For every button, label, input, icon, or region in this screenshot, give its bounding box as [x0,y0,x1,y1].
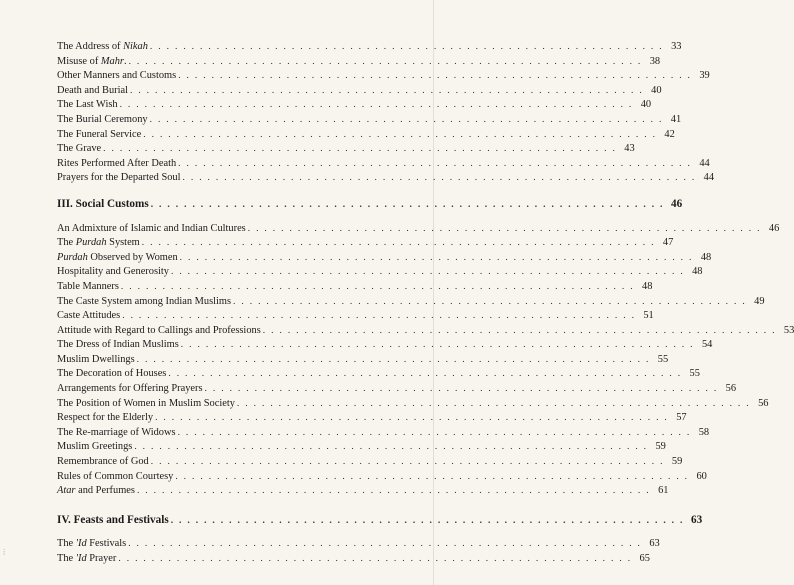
toc-entry [57,128,675,143]
toc-entry-page-number: 48 [692,266,703,278]
dot-leader: . . . . . . . . . . . . . . . . . . . . . . . . . . . . . . . . . . . . . . . . . . . . . . . . . . . . . . . . . . . . . . [128,56,643,67]
heading-gap [57,527,374,537]
toc-entry-title [57,324,261,339]
toc-entry-text: The Address of [57,41,124,52]
dot-leader: . . . . . . . . . . . . . . . . . . . . . . . . . . . . . . . . . . . . . . . . . . . . . . . . . . . . . . . . . . . . . . [119,100,634,111]
toc-entry-title [57,84,128,99]
toc-entry [57,353,669,368]
toc-entry-title [57,484,135,499]
toc-entry-page-number: 42 [664,128,675,140]
dot-leader: . . . . . . . . . . . . . . . . . . . . . . . . . . . . . . . . . . . . . . . . . . . . . . . . . . . . . . . . . . . . . . [236,398,751,409]
toc-entry-text-suffix: Festivals [86,538,127,550]
toc-entry [57,552,650,567]
dot-leader: . . . . . . . . . . . . . . . . . . . . . . . . . . . . . . . . . . . . . . . . . . . . . . . . . . . . . . . . . . . . . . [177,427,692,438]
toc-entry-page-number: 43 [624,143,635,155]
dot-leader: . . . . . . . . . . . . . . . . . . . . . . . . . . . . . . . . . . . . . . . . . . . . . . . . . . . . . . . . . . . . . . [170,515,685,526]
heading-gap [57,212,374,222]
toc-entry-text: Attitude with Regard to Callings and Professions [57,324,261,336]
toc-entry-title [57,537,126,552]
dot-leader: . . . . . . . . . . . . . . . . . . . . . . . . . . . . . . . . . . . . . . . . . . . . . . . . . . . . . . . . . . . . . . [150,199,665,210]
toc-entry-page-number: 44 [699,157,710,169]
toc-entry-page-number: 54 [701,339,713,351]
toc-entry-title [57,426,176,441]
toc-entry-title [57,397,235,412]
toc-entry-page-number: 33 [671,41,682,52]
toc-entry [57,40,682,55]
dot-leader: . . . . . . . . . . . . . . . . . . . . . . . . . . . . . . . . . . . . . . . . . . . . . . . . . . . . . . . . . . . . . . [141,238,656,249]
table-of-contents [57,40,794,567]
dot-leader: . . . . . . . . . . . . . . . . . . . . . . . . . . . . . . . . . . . . . . . . . . . . . . . . . . . . . . . . . . . . . . [136,354,651,365]
toc-entry-text: The [57,553,76,564]
toc-entry-title [57,382,203,397]
dot-leader: . . . . . . . . . . . . . . . . . . . . . . . . . . . . . . . . . . . . . . . . . . . . . . . . . . . . . . . . . . . . . . [150,457,665,468]
toc-entry-title [57,222,246,237]
toc-entry-text: Prayers for the Departed Soul [57,172,181,184]
toc-entry [57,236,674,251]
toc-entry-text: The Grave [57,143,102,155]
toc-entry-page-number: 59 [671,456,683,468]
toc-entry [57,455,683,470]
toc-entry-page-number: 46 [768,222,780,234]
toc-entry-title [57,171,181,186]
toc-entry-page-number: 60 [696,470,707,482]
toc-entry [57,537,660,552]
toc-entry-page-number: 58 [698,426,710,438]
toc-entry-text-suffix: and Perfumes [75,485,135,497]
toc-entry-title [57,367,166,382]
toc-entry-page-number: 61 [658,485,669,497]
toc-entry-italic-term: 'Id [75,553,87,564]
toc-entry [57,440,666,455]
toc-entry-text: The [57,237,76,249]
dot-leader: . . . . . . . . . . . . . . . . . . . . . . . . . . . . . . . . . . . . . . . . . . . . . . . . . . . . . . . . . . . . . . [103,144,617,155]
toc-entry-page-number: 57 [676,412,687,424]
toc-entry [57,484,669,499]
toc-entry-title [57,251,178,266]
toc-entry [57,382,737,397]
toc-entry-text-suffix: . [123,55,127,67]
toc-entry [57,426,710,441]
section-heading-title: III. Social Customs [57,197,149,210]
dot-leader: . . . . . . . . . . . . . . . . . . . . . . . . . . . . . . . . . . . . . . . . . . . . . . . . . . . . . . . . . . . . . . [233,296,747,307]
toc-entry-italic-term: Nikah [123,41,148,52]
dot-leader: . . . . . . . . . . . . . . . . . . . . . . . . . . . . . . . . . . . . . . . . . . . . . . . . . . . . . . . . . . . . . . [129,85,644,96]
toc-entry-text: The Funeral Service [57,128,142,140]
toc-entry-title [57,142,101,157]
dot-leader: . . . . . . . . . . . . . . . . . . . . . . . . . . . . . . . . . . . . . . . . . . . . . . . . . . . . . . . . . . . . . . [180,340,695,351]
section-heading [57,513,703,528]
section-gap [57,499,374,513]
toc-entry-page-number: 48 [700,251,712,263]
toc-entry-text-suffix: System [106,237,140,249]
toc-entry-page-number: 56 [758,397,769,409]
toc-entry [57,397,769,412]
toc-entry [57,309,654,324]
toc-entry-title [57,113,148,128]
toc-entry-text: An Admixture of Islamic and Indian Cultures [57,222,246,234]
toc-entry-text: Death and Burial [57,84,128,96]
toc-entry [57,222,780,237]
dot-leader: . . . . . . . . . . . . . . . . . . . . . . . . . . . . . . . . . . . . . . . . . . . . . . . . . . . . . . . . . . . . . . [178,158,692,169]
toc-entry-title [57,98,118,113]
toc-entry-text: The Decoration of Houses [57,368,167,380]
toc-entry [57,142,635,157]
toc-entry-page-number: 51 [643,310,654,322]
toc-entry [57,324,794,339]
section-heading-page: 46 [671,197,683,210]
dot-leader: . . . . . . . . . . . . . . . . . . . . . . . . . . . . . . . . . . . . . . . . . . . . . . . . . . . . . . . . . . . . . . [134,442,648,453]
toc-entry-title [57,55,127,70]
dot-leader: . . . . . . . . . . . . . . . . . . . . . . . . . . . . . . . . . . . . . . . . . . . . . . . . . . . . . . . . . . . . . . [118,554,632,564]
toc-entry-title [57,280,119,295]
dot-leader: . . . . . . . . . . . . . . . . . . . . . . . . . . . . . . . . . . . . . . . . . . . . . . . . . . . . . . . . . . . . . . [143,129,657,140]
toc-entry-text: Misuse of [57,55,101,67]
toc-entry-title [57,265,169,280]
toc-entry-text-suffix: Prayer [86,553,117,564]
toc-entry [57,338,713,353]
dot-leader: . . . . . . . . . . . . . . . . . . . . . . . . . . . . . . . . . . . . . . . . . . . . . . . . . . . . . . . . . . . . . . [155,413,669,424]
toc-entry [57,411,687,426]
toc-entry [57,113,682,128]
toc-entry-title [57,40,148,55]
toc-entry-page-number: 53 [783,324,794,336]
toc-entry-text: Hospitality and Generosity [57,266,169,278]
toc-entry-page-number: 59 [655,441,666,453]
toc-entry-page-number: 55 [689,368,700,380]
toc-entry-title [57,338,179,353]
toc-entry-title [57,295,231,310]
toc-entry-text: The Last Wish [57,99,118,111]
toc-entry-title [57,411,153,426]
toc-entry-text: Respect for the Elderly [57,412,154,424]
section-heading-page: 63 [691,513,703,526]
dot-leader: . . . . . . . . . . . . . . . . . . . . . . . . . . . . . . . . . . . . . . . . . . . . . . . . . . . . . . . . . . . . . . [149,42,664,52]
dot-leader: . . . . . . . . . . . . . . . . . . . . . . . . . . . . . . . . . . . . . . . . . . . . . . . . . . . . . . . . . . . . . . [170,267,685,278]
dot-leader: . . . . . . . . . . . . . . . . . . . . . . . . . . . . . . . . . . . . . . . . . . . . . . . . . . . . . . . . . . . . . . [179,252,694,263]
toc-entry [57,280,653,295]
toc-entry-title [57,470,173,485]
dot-leader: . . . . . . . . . . . . . . . . . . . . . . . . . . . . . . . . . . . . . . . . . . . . . . . . . . . . . . . . . . . . . . [168,369,682,380]
toc-entry-text: Table Manners [57,280,119,292]
toc-entry-text: Caste Attitudes [57,310,121,322]
toc-entry-italic-term: Atar [57,485,76,497]
toc-entry-italic-term: Mahr [100,55,124,67]
margin-mark: ⁞ [3,548,6,557]
toc-entry-text: Rules of Common Courtesy [57,470,174,482]
toc-entry-text-suffix: Observed by Women [87,251,178,263]
toc-entry-page-number: 44 [703,172,715,184]
toc-entry-page-number: 63 [649,538,660,550]
toc-entry-title [57,440,132,455]
section-heading [57,197,683,212]
toc-entry-page-number: 38 [649,55,661,67]
toc-entry [57,171,715,186]
toc-entry [57,265,703,280]
toc-entry-text: Remembrance of God [57,456,149,468]
toc-entry-text: The [57,538,76,550]
toc-entry-title [57,236,140,251]
dot-leader: . . . . . . . . . . . . . . . . . . . . . . . . . . . . . . . . . . . . . . . . . . . . . . . . . . . . . . . . . . . . . . [262,325,777,336]
toc-entry-text: Muslim Greetings [57,441,133,453]
toc-entry-text: Arrangements for Offering Prayers [57,383,203,395]
toc-entry-page-number: 48 [642,280,653,292]
toc-entry-title [57,309,120,324]
toc-entry-title [57,157,176,172]
toc-entry-text: The Caste System among Indian Muslims [57,295,232,307]
section-gap [57,186,374,197]
toc-entry-italic-term: Purdah [57,251,88,263]
toc-entry-page-number: 55 [657,353,669,365]
dot-leader: . . . . . . . . . . . . . . . . . . . . . . . . . . . . . . . . . . . . . . . . . . . . . . . . . . . . . . . . . . . . . . [247,223,762,234]
dot-leader: . . . . . . . . . . . . . . . . . . . . . . . . . . . . . . . . . . . . . . . . . . . . . . . . . . . . . . . . . . . . . . [182,173,697,184]
dot-leader: . . . . . . . . . . . . . . . . . . . . . . . . . . . . . . . . . . . . . . . . . . . . . . . . . . . . . . . . . . . . . . [178,71,692,82]
toc-entry-text: Other Manners and Customs [57,70,177,82]
dot-leader: . . . . . . . . . . . . . . . . . . . . . . . . . . . . . . . . . . . . . . . . . . . . . . . . . . . . . . . . . . . . . . [122,311,636,322]
toc-entry-italic-term: 'Id [75,538,87,550]
toc-entry-text: The Burial Ceremony [57,113,148,125]
toc-entry-title [57,353,135,368]
toc-entry-italic-term: Purdah [75,237,107,249]
dot-leader: . . . . . . . . . . . . . . . . . . . . . . . . . . . . . . . . . . . . . . . . . . . . . . . . . . . . . . . . . . . . . . [136,486,651,497]
dot-leader: . . . . . . . . . . . . . . . . . . . . . . . . . . . . . . . . . . . . . . . . . . . . . . . . . . . . . . . . . . . . . . [128,539,642,550]
toc-entry-text: The Re-marriage of Widows [57,426,176,438]
toc-entry-text: The Dress of Indian Muslims [57,339,179,351]
dot-leader: . . . . . . . . . . . . . . . . . . . . . . . . . . . . . . . . . . . . . . . . . . . . . . . . . . . . . . . . . . . . . . [204,384,719,395]
toc-entry [57,69,710,84]
toc-entry-page-number: 40 [640,99,652,111]
toc-entry-page-number: 39 [699,70,710,82]
toc-entry-page-number: 41 [670,113,682,125]
dot-leader: . . . . . . . . . . . . . . . . . . . . . . . . . . . . . . . . . . . . . . . . . . . . . . . . . . . . . . . . . . . . . . [120,281,635,292]
toc-entry [57,55,661,70]
dot-leader: . . . . . . . . . . . . . . . . . . . . . . . . . . . . . . . . . . . . . . . . . . . . . . . . . . . . . . . . . . . . . . [149,114,664,125]
toc-entry-text: Muslim Dwellings [57,353,135,365]
toc-entry-text: Rites Performed After Death [57,157,177,169]
toc-entry [57,251,712,266]
toc-entry [57,367,700,382]
toc-entry-page-number: 40 [651,84,662,96]
dot-leader: . . . . . . . . . . . . . . . . . . . . . . . . . . . . . . . . . . . . . . . . . . . . . . . . . . . . . . . . . . . . . . [175,471,689,482]
toc-entry [57,98,652,113]
toc-entry [57,470,707,485]
toc-entry-page-number: 47 [662,237,674,249]
toc-entry-title [57,128,141,143]
toc-entry-text: The Position of Women in Muslim Society [57,397,235,409]
toc-entry-title [57,455,149,470]
toc-entry-page-number: 49 [754,295,765,307]
section-heading-title: IV. Feasts and Festivals [57,513,169,526]
toc-entry-page-number: 65 [639,553,650,564]
toc-entry-page-number: 56 [725,383,737,395]
toc-entry [57,295,765,310]
toc-entry [57,157,710,172]
toc-entry [57,84,662,99]
toc-entry-title [57,69,176,84]
toc-entry-title [57,552,116,567]
